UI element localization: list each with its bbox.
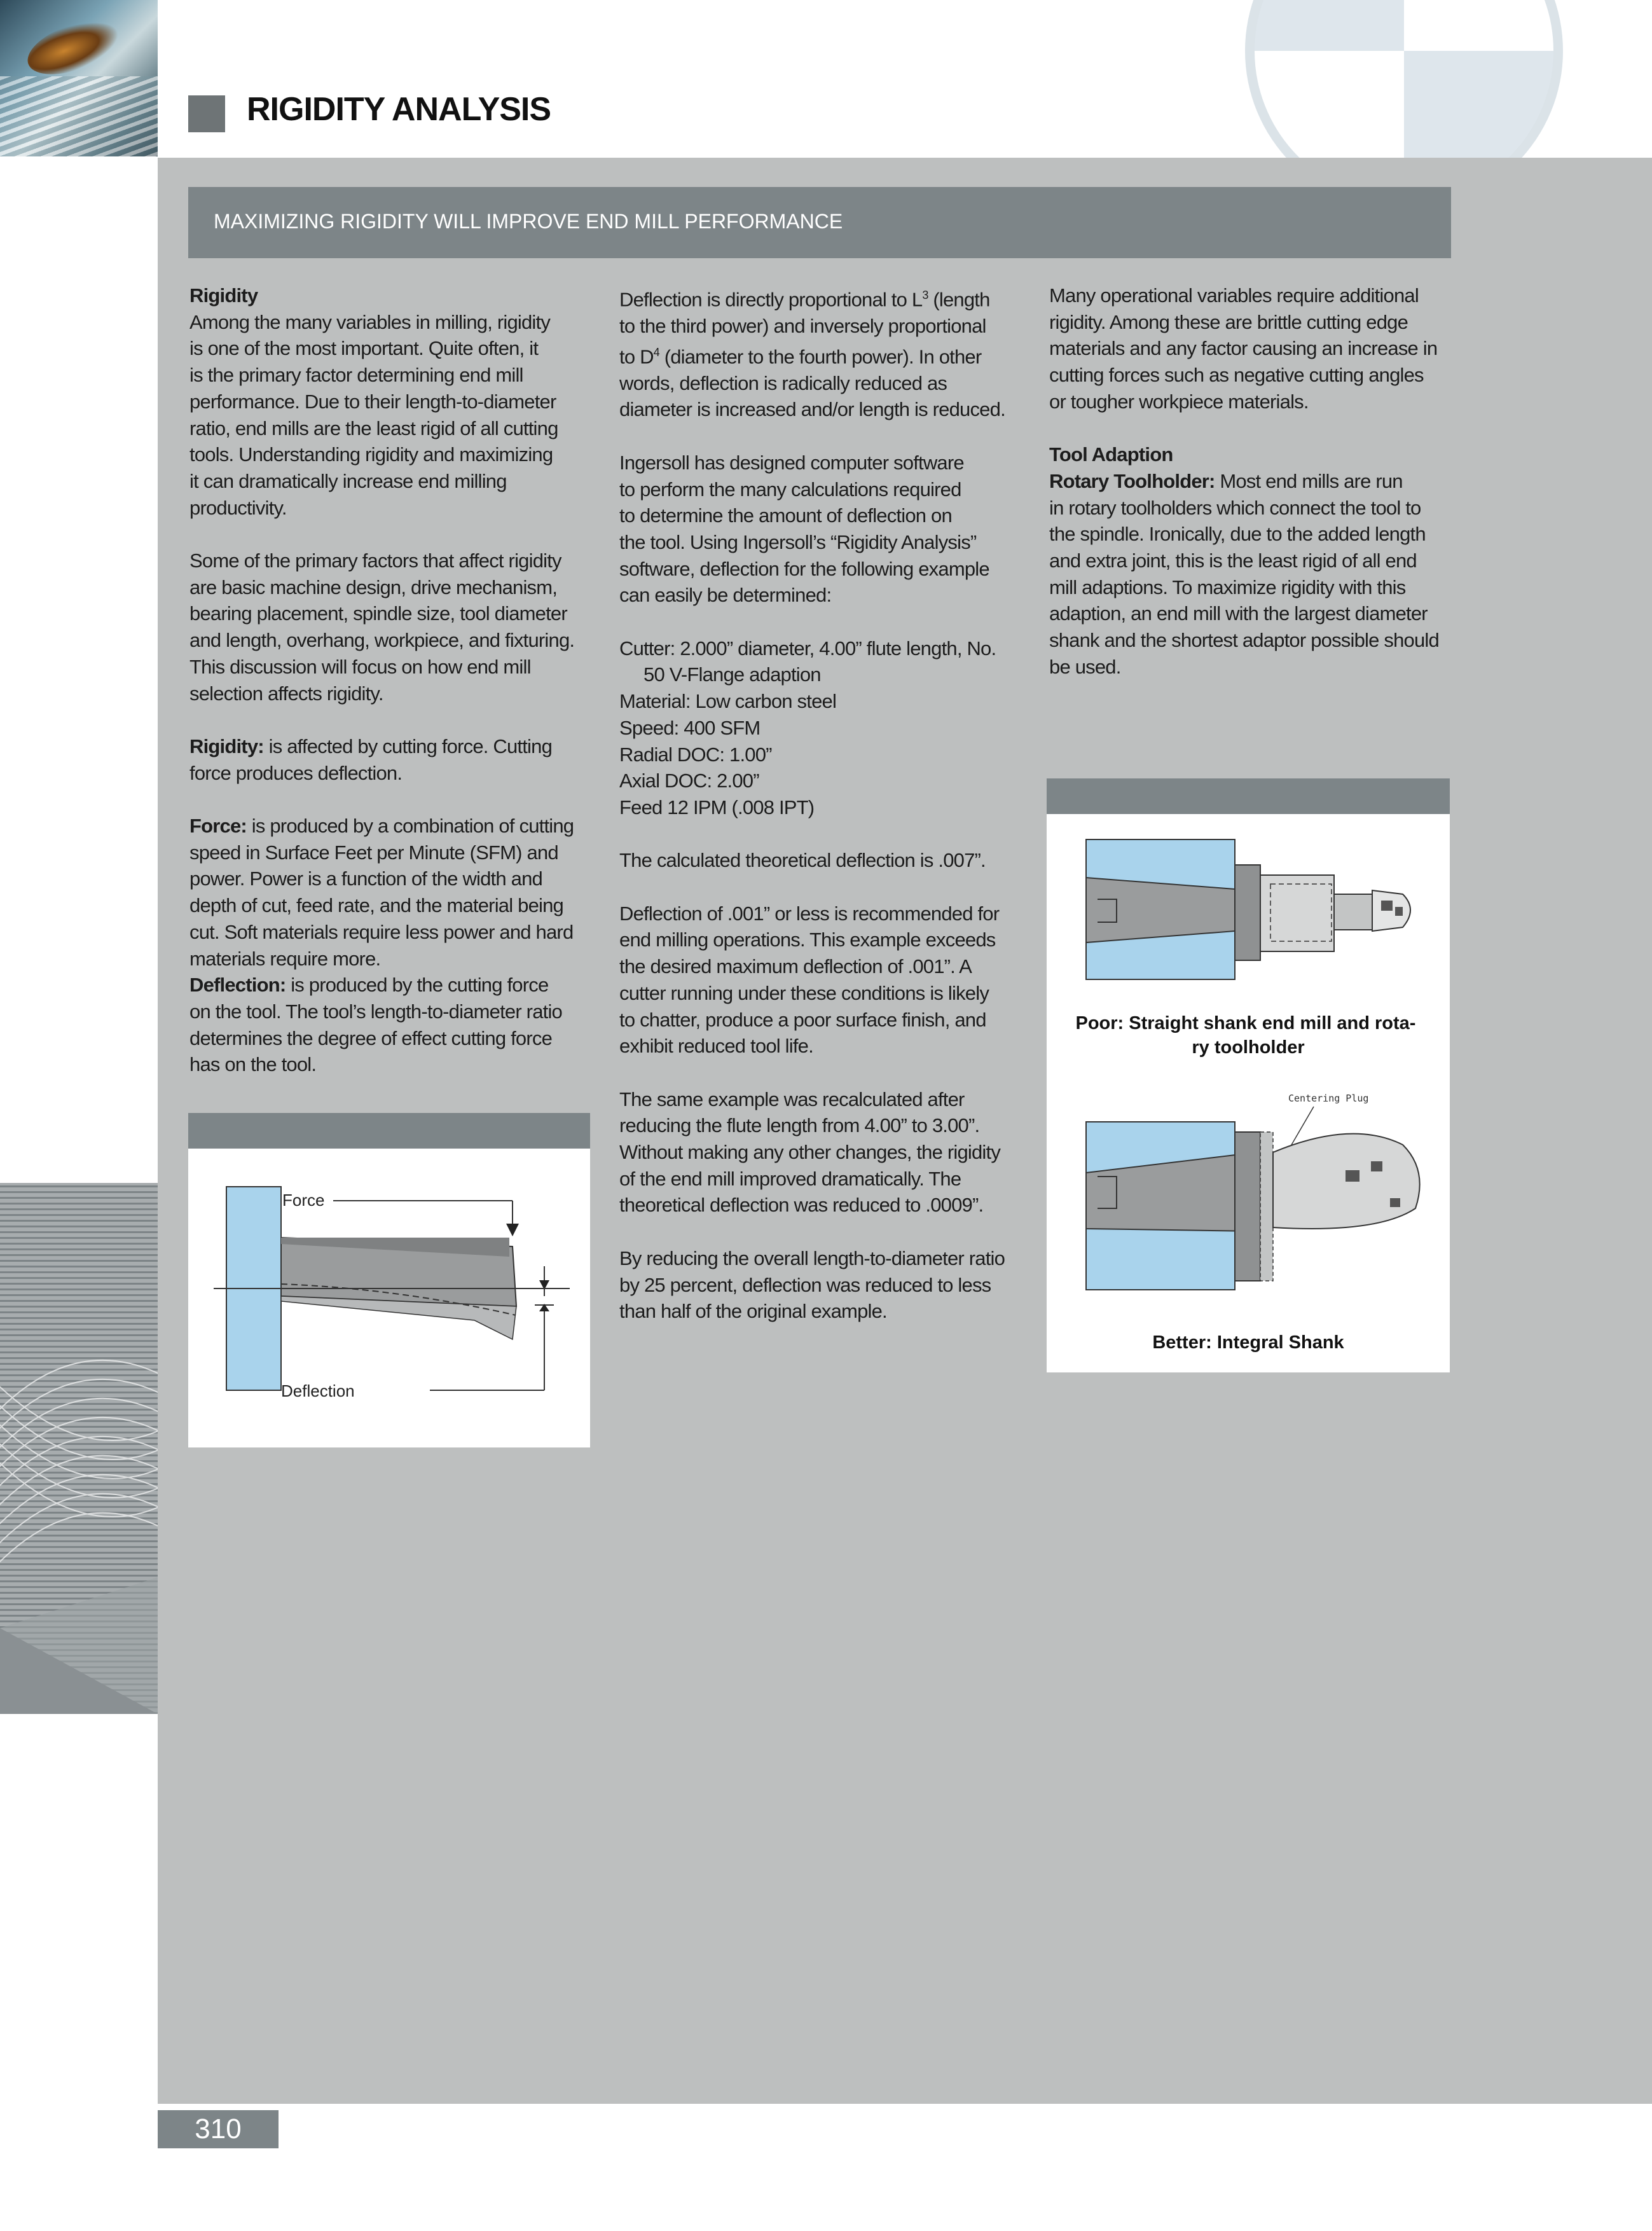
spec-material: Material: Low carbon steel [619,690,837,713]
paragraph-force-definition [189,813,586,972]
section-banner-text: MAXIMIZING RIGIDITY WILL IMPROVE END MILL PERFORMANCE [214,210,843,233]
paragraph-deflection-definition [189,972,586,1078]
paragraph-calculated: The calculated theoretical deflection is .007”. [619,849,986,872]
text-column-1 [189,282,586,1078]
decorative-stripes [0,1183,158,1714]
poor-toolholder-diagram [1086,839,1410,979]
page-title: RIGIDITY ANALYSIS [247,91,551,128]
deflection-label: Deflection [281,1381,355,1400]
paragraph-operational: Many operational variables require additional rigidity. Among these are brittle cutting edge materials and any factor causing an increase in cutting forces such as negative cutting angles or tougher workpiece materials. [1049,284,1438,413]
spec-cutter-cont: 50 V-Flange adaption [644,663,821,686]
figure-deflection-header [188,1113,590,1149]
force-arrow-icon [506,1224,519,1236]
spec-radial-doc: Radial DOC: 1.00” [619,743,772,766]
definition-deflection: is produced by the cutting force on the tool. The tool’s length-to-diameter ratio determines the degree of effect cutting force has on the tool. [189,974,562,1076]
caption-poor-line2: ry toolholder [1192,1037,1305,1058]
definition-rigidity: is affected by cutting force. Cutting force produces deflection. [189,735,553,784]
centering-plug-label: Centering Plug [1288,1093,1369,1104]
term-force: Force: [189,815,247,838]
figure-toolholders [1047,814,1450,1372]
text-column-2 [619,282,1026,1325]
spec-speed: Speed: 400 SFM [619,716,761,739]
paragraph-proportionality: Deflection is directly proportional to $L^3$ (length to the third power) and inversely proportional to $D^4$ (diameter to the fourth power). In other words, deflection is radically reduced as diameter is increased and/or length is reduced. [619,288,1005,421]
paragraph-software: Ingersoll has designed computer software to perform the many calculations required to determine the amount of deflection on the tool. Using Ingersoll’s “Rigidity Analysis” software, deflection for the following example can easily be determined: [619,451,989,607]
paragraph-conclusion: By reducing the overall length-to-diameter ratio by 25 percent, deflection was reduced to less than half of the original example. [619,1247,1005,1323]
caption-poor [1075,1013,1421,1058]
spec-feed: Feed 12 IPM (.008 IPT) [619,796,815,818]
header-photo [0,0,158,156]
paragraph-rotary-toolholder [1049,468,1454,680]
term-deflection: Deflection: [189,974,286,997]
better-integral-shank-diagram [1086,1122,1420,1290]
spec-axial-doc: Axial DOC: 2.00” [619,770,759,792]
page-number: 310 [195,2113,242,2145]
force-label: Force [282,1191,325,1210]
paragraph-recalculated: The same example was recalculated after reducing the flute length from 4.00” to 3.00”. Without making any other changes, the rigidity of the end mill improved dramatically. The theoretical deflection was reduced to .0009”. [619,1088,1001,1217]
definition-rotary-toolholder: Most end mills are run in rotary toolholders which connect the tool to the spindle. Ironically, due to the added length and extra joint, this is the least rigid of all end mill adaptions. To maximize rigidity with this adaption, an end mill with the largest diameter shank and the shortest adaptor possible should be used. [1049,469,1439,678]
definition-force: is produced by a combination of cutting speed in Surface Feet per Minute (SFM) and power. Power is a function of the width and depth of cut, feed rate, and the material being cut. Soft materials require less power and hard materials require more. [189,815,574,970]
title-marker [188,95,225,132]
caption-better: Better: Integral Shank [1152,1332,1344,1353]
heading-rigidity: Rigidity [189,284,258,307]
paragraph-rigidity: Among the many variables in milling, rigidity is one of the most important. Quite often, it is the primary factor determining end mill performance. Due to their length-to-diameter ratio, end mills are the least rigid of all cutting tools. Understanding rigidity and maximizing it can dramatically increase end milling productivity. [189,310,558,519]
text-column-3 [1049,282,1454,680]
figure-deflection [188,1149,590,1447]
paragraph-recommendation: Deflection of .001” or less is recommended for end milling operations. This example exceeds the desired maximum deflection of .001”. A cutter running under these conditions is likely to chatter, produce a poor surface finish, and exhibit reduced tool life. [619,902,1000,1058]
caption-poor-line1: Poor: Straight shank end mill and rota- [1075,1013,1416,1033]
term-rotary-toolholder: Rotary Toolholder: [1049,469,1215,492]
paragraph-rigidity-definition [189,733,586,786]
term-rigidity: Rigidity: [189,735,264,757]
heading-tool-adaption: Tool Adaption [1049,443,1173,466]
paragraph-factors: Some of the primary factors that affect rigidity are basic machine design, drive mechanism, bearing placement, spindle size, tool diameter and length, overhang, workpiece, and fixturing. This discussion will focus on how end mill selection affects rigidity. [189,549,575,705]
figure-toolholders-header [1047,778,1450,814]
spec-cutter: Cutter: 2.000” diameter, 4.00” flute length, No. [619,637,996,660]
